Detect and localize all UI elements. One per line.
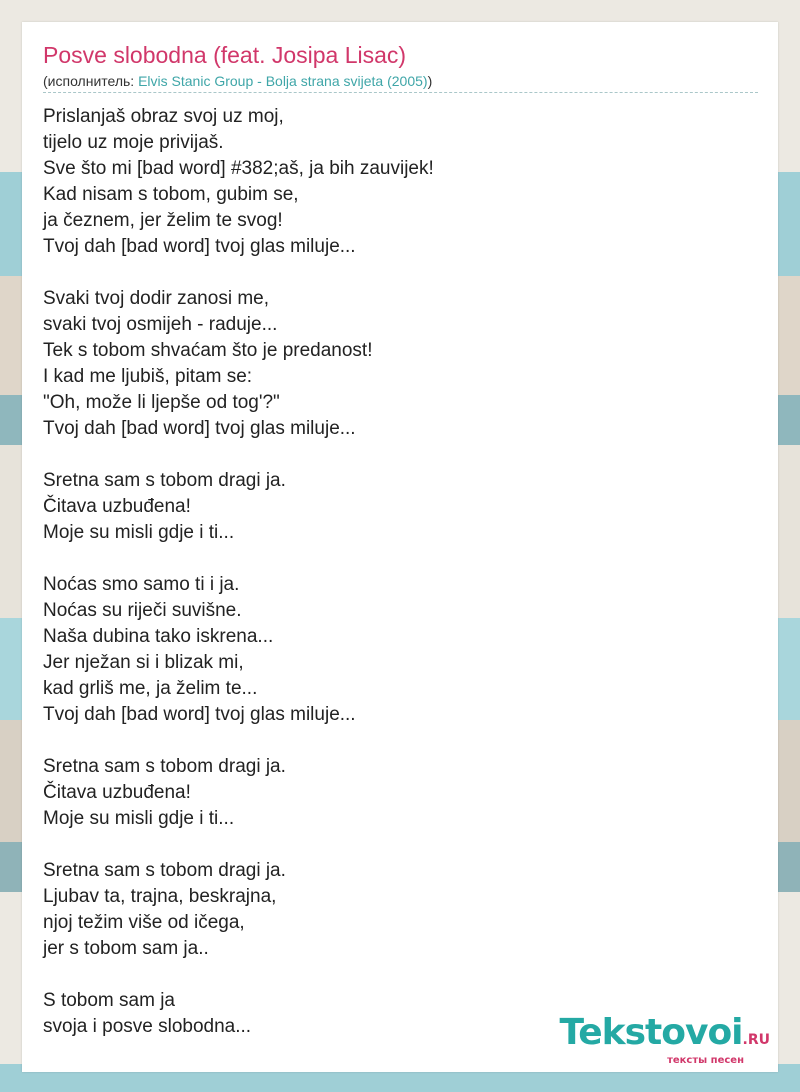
lyric-line: svoja i posve slobodna... (43, 1016, 252, 1037)
stanza-break (43, 728, 434, 754)
lyric-line: Jer nježan si i blizak mi, (43, 652, 244, 673)
artist-prefix: (исполнитель: (43, 73, 139, 89)
song-title: Posve slobodna (feat. Josipa Lisac) (43, 42, 407, 68)
lyrics-body (43, 104, 434, 1040)
lyric-line: tijelo uz moje privijaš. (43, 132, 224, 153)
lyric-line: Tvoj dah [bad word] tvoj glas miluje... (43, 236, 356, 257)
stanza-break (43, 962, 434, 988)
lyric-line: ja čeznem, jer želim te svog! (43, 210, 283, 231)
lyric-line: Čitava uzbuđena! (43, 496, 191, 517)
lyric-line: Moje su misli gdje i ti... (43, 808, 235, 829)
lyrics-card (22, 22, 778, 1072)
lyric-line: Sretna sam s tobom dragi ja. (43, 470, 286, 491)
lyric-line: jer s tobom sam ja.. (43, 938, 209, 959)
logo-tld: .RU (742, 1032, 770, 1048)
lyric-line: Svaki tvoj dodir zanosi me, (43, 288, 269, 309)
lyric-line: Noćas smo samo ti i ja. (43, 574, 240, 595)
lyric-line: Ljubav ta, trajna, beskrajna, (43, 886, 277, 907)
lyric-line: Sretna sam s tobom dragi ja. (43, 860, 286, 881)
lyric-line: Sretna sam s tobom dragi ja. (43, 756, 286, 777)
stanza-break (43, 546, 434, 572)
logo-tagline: тексты песен (667, 1055, 744, 1066)
divider (43, 92, 758, 93)
lyric-line: "Oh, može li ljepše od tog'?" (43, 392, 280, 413)
lyric-line: svaki tvoj osmijeh - raduje... (43, 314, 278, 335)
site-logo[interactable] (559, 1014, 770, 1066)
lyric-line: Čitava uzbuđena! (43, 782, 191, 803)
artist-link[interactable]: Elvis Stanic Group - Bolja strana svijeta (2005) (138, 73, 428, 89)
lyric-line: Noćas su riječi suvišne. (43, 600, 242, 621)
artist-line (43, 73, 432, 89)
lyric-line: Prislanjaš obraz svoj uz moj, (43, 106, 284, 127)
lyric-line: njoj težim više od ičega, (43, 912, 245, 933)
artist-suffix: ) (427, 73, 433, 89)
lyric-line: Sve što mi [bad word] #382;aš, ja bih zauvijek! (43, 158, 434, 179)
logo-name: Tekstovoi (559, 1012, 743, 1053)
lyric-line: Tvoj dah [bad word] tvoj glas miluje... (43, 704, 356, 725)
lyric-line: I kad me ljubiš, pitam se: (43, 366, 253, 387)
lyric-line: Kad nisam s tobom, gubim se, (43, 184, 299, 205)
stanza-break (43, 442, 434, 468)
lyric-line: Naša dubina tako iskrena... (43, 626, 274, 647)
lyric-line: Tek s tobom shvaćam što je predanost! (43, 340, 373, 361)
lyric-line: kad grliš me, ja želim te... (43, 678, 258, 699)
lyric-line: Moje su misli gdje i ti... (43, 522, 235, 543)
lyric-line: S tobom sam ja (43, 990, 175, 1011)
lyric-line: Tvoj dah [bad word] tvoj glas miluje... (43, 418, 356, 439)
stanza-break (43, 260, 434, 286)
stanza-break (43, 832, 434, 858)
